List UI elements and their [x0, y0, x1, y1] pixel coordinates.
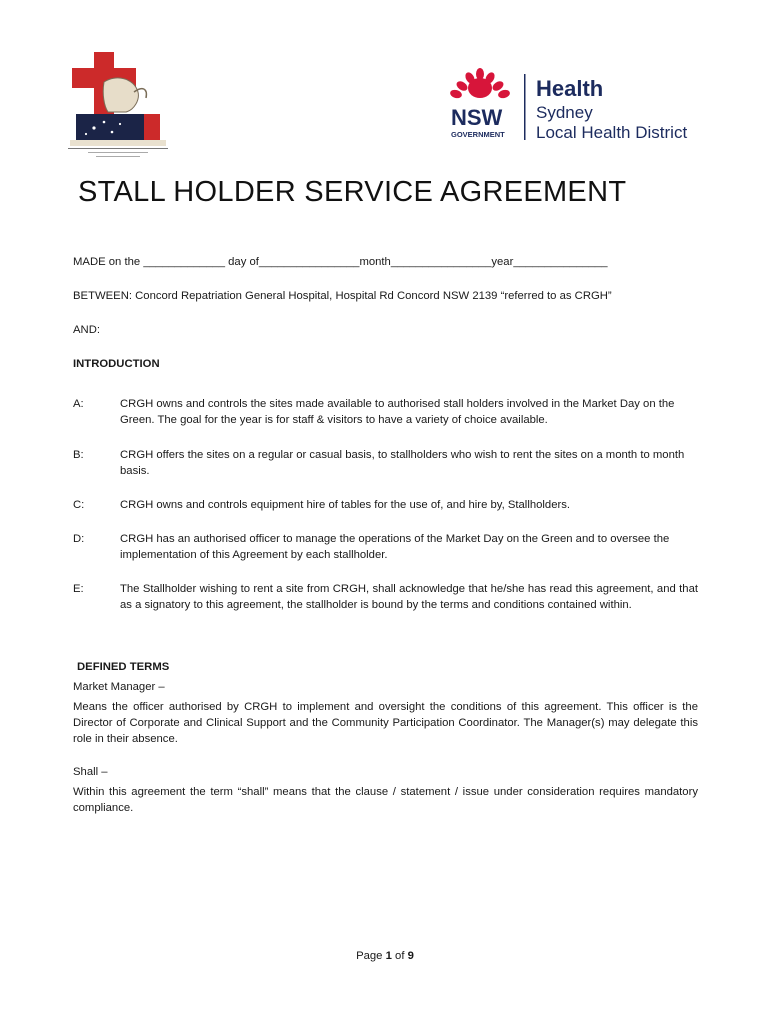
- document-title: STALL HOLDER SERVICE AGREEMENT: [78, 176, 627, 208]
- waratah-icon: [449, 68, 511, 99]
- market-manager-definition: Means the officer authorised by CRGH to implement and oversight the conditions of this agreement. This officer is the Director of Corporate and Clinical Support and the Community Participation Coordinator. The Manager(s) may delegate this role in their absence.: [73, 701, 698, 745]
- health-text: Health: [536, 76, 604, 101]
- page-prefix: Page: [356, 950, 386, 962]
- local-health-district-text: Local Health District: [536, 123, 688, 142]
- page-number: [0, 950, 770, 962]
- and-line: AND:: [73, 324, 100, 336]
- nsw-government-text: GOVERNMENT: [451, 130, 505, 139]
- item-text: CRGH owns and controls the sites made available to authorised stall holders involved in the Market Day on the Green. The goal for the year is for staff & visitors to have a variety of choice available.: [120, 398, 675, 426]
- item-label: D:: [73, 533, 85, 545]
- made-on-line: MADE on the _____________ day of________________month________________year_______________: [73, 256, 608, 268]
- item-text: CRGH has an authorised officer to manage the operations of the Market Day on the Green and to oversee the implementation of this Agreement by each stallholder.: [120, 533, 670, 561]
- total-pages: 9: [407, 950, 414, 962]
- between-line: BETWEEN: Concord Repatriation General Hospital, Hospital Rd Concord NSW 2139 “referred to as CRGH”: [73, 290, 612, 302]
- intro-item-b: [73, 448, 698, 480]
- intro-item-a: [73, 397, 698, 429]
- page-of: of: [391, 950, 408, 962]
- item-label: B:: [73, 449, 84, 461]
- item-label: A:: [73, 398, 84, 410]
- intro-item-e: [73, 582, 698, 630]
- sydney-text: Sydney: [536, 103, 593, 122]
- shall-definition: Within this agreement the term “shall” means that the clause / statement / issue under consideration requires mandatory compliance.: [73, 786, 698, 814]
- intro-item-c: [73, 498, 698, 514]
- nsw-wordmark: NSW: [451, 105, 503, 130]
- intro-item-d: [73, 532, 698, 564]
- concord-hospital-crest-icon: [64, 48, 172, 160]
- item-text: The Stallholder wishing to rent a site from CRGH, shall acknowledge that he/she has read this agreement, and that as a signatory to this agreement, the stallholder is bound by the terms and conditions contained within.: [120, 583, 698, 611]
- market-manager-term: Market Manager –: [73, 681, 165, 693]
- item-text: CRGH offers the sites on a regular or casual basis, to stallholders who wish to rent the sites on a month to month basis.: [120, 449, 685, 477]
- item-label: C:: [73, 499, 85, 511]
- introduction-heading: INTRODUCTION: [73, 358, 160, 370]
- nsw-health-sydney-lhd-logo: [446, 68, 726, 148]
- item-text: CRGH owns and controls equipment hire of tables for the use of, and hire by, Stallholders.: [120, 499, 571, 511]
- defined-terms-heading: DEFINED TERMS: [77, 661, 170, 673]
- current-page: 1: [385, 950, 392, 962]
- shall-term: Shall –: [73, 766, 108, 778]
- item-label: E:: [73, 583, 84, 595]
